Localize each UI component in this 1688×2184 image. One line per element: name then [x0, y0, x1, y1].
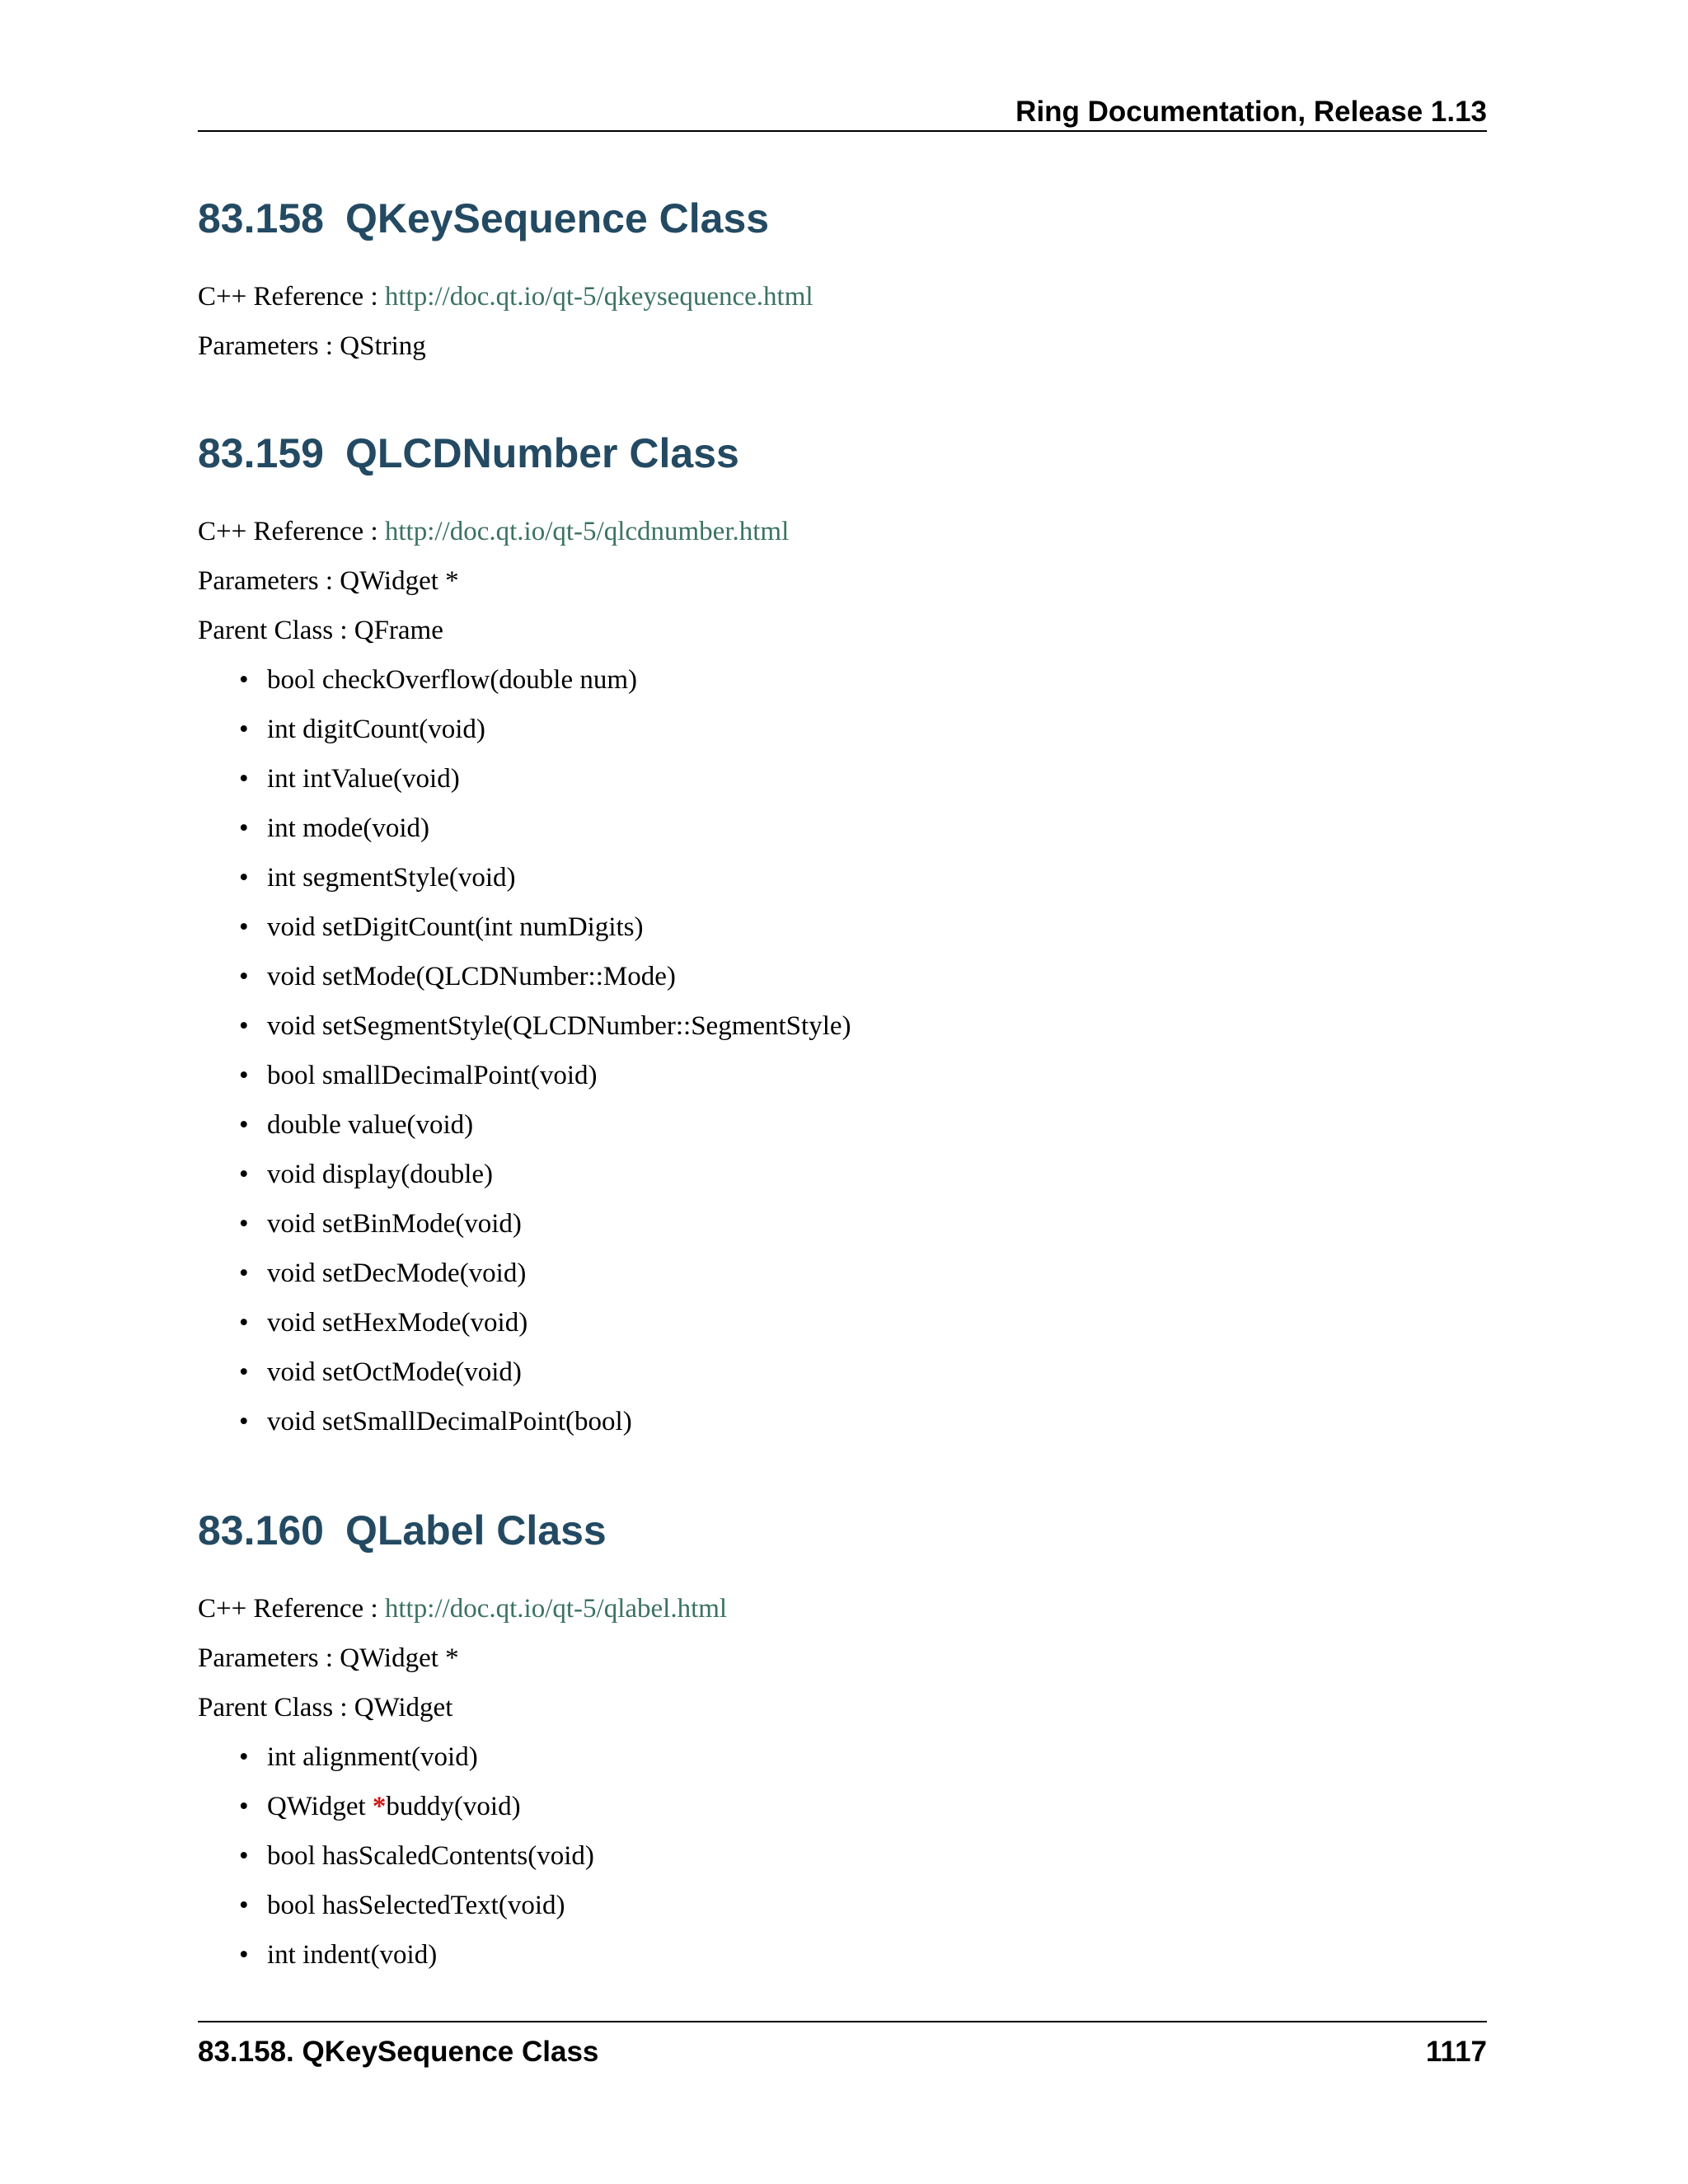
method-item: • void display(double) [239, 1160, 494, 1189]
parameters: Parameters : QString [198, 331, 426, 361]
method-item: • int mode(void) [239, 813, 430, 843]
method-item: • bool smallDecimalPoint(void) [239, 1061, 598, 1090]
section-heading [198, 190, 1487, 247]
parameters: Parameters : QWidget * [198, 566, 459, 596]
page-number: 1117 [1426, 2036, 1487, 2068]
bullet-icon: • [239, 1011, 249, 1041]
bullet-icon: • [239, 1357, 249, 1387]
page-header [198, 91, 1487, 132]
bullet-icon: • [239, 863, 249, 893]
method-item: • void setSmallDecimalPoint(bool) [239, 1407, 632, 1436]
method-item: • void setMode(QLCDNumber::Mode) [239, 962, 676, 991]
bullet-icon: • [239, 813, 249, 843]
method-item: • double value(void) [239, 1110, 474, 1140]
bullet-icon: • [239, 1308, 249, 1338]
method-item: • void setOctMode(void) [239, 1357, 522, 1387]
bullet-icon: • [239, 912, 249, 942]
reference-link[interactable]: http://doc.qt.io/qt-5/qlabel.html [384, 1594, 728, 1624]
bullet-icon: • [239, 1792, 249, 1821]
reference-link[interactable]: http://doc.qt.io/qt-5/qkeysequence.html [384, 282, 814, 312]
method-list [198, 1741, 1487, 1988]
method-item: • void setSegmentStyle(QLCDNumber::SegmentStyle) [239, 1011, 851, 1041]
page-footer [198, 2021, 1487, 2072]
method-item: • void setDigitCount(int numDigits) [239, 912, 644, 942]
footer-section-ref: 83.158. QKeySequence Class [198, 2036, 599, 2068]
reference-link[interactable]: http://doc.qt.io/qt-5/qlcdnumber.html [384, 517, 790, 546]
parent-class: Parent Class : QFrame [198, 616, 443, 645]
section-title: QLabel Class [345, 1507, 607, 1554]
bullet-icon: • [239, 1160, 249, 1189]
method-item: • int digitCount(void) [239, 715, 485, 744]
method-item: • int alignment(void) [239, 1742, 478, 1772]
bullet-icon: • [239, 1891, 249, 1920]
bullet-icon: • [239, 1061, 249, 1090]
cpp-reference [198, 515, 1487, 565]
pointer-star: * [372, 1792, 387, 1821]
method-item: • int indent(void) [239, 1940, 438, 1970]
bullet-icon: • [239, 1407, 249, 1436]
section-qlabel [198, 1502, 1487, 1988]
method-item: • bool checkOverflow(double num) [239, 665, 638, 695]
bullet-icon: • [239, 1841, 249, 1871]
reference-label: C++ Reference : [198, 517, 385, 546]
section-number: 83.159 [198, 430, 324, 476]
bullet-icon: • [239, 764, 249, 794]
section-heading [198, 424, 1487, 482]
method-list [198, 663, 1487, 1455]
section-number: 83.160 [198, 1507, 324, 1554]
section-number: 83.158 [198, 195, 324, 241]
reference-label: C++ Reference : [198, 1594, 385, 1624]
method-item: • int intValue(void) [239, 764, 460, 794]
bullet-icon: • [239, 665, 249, 695]
bullet-icon: • [239, 715, 249, 744]
bullet-icon: • [239, 1209, 249, 1239]
section-heading [198, 1502, 1487, 1559]
document-title: Ring Documentation, Release 1.13 [1015, 96, 1487, 128]
cpp-reference [198, 1592, 1487, 1642]
cpp-reference [198, 280, 1487, 330]
section-qkeysequence [198, 190, 1487, 379]
bullet-icon: • [239, 962, 249, 991]
section-title: QKeySequence Class [345, 195, 770, 241]
method-item: • bool hasScaledContents(void) [239, 1841, 594, 1871]
section-title: QLCDNumber Class [345, 430, 739, 476]
method-item: • void setHexMode(void) [239, 1308, 528, 1338]
parameters: Parameters : QWidget * [198, 1643, 459, 1673]
bullet-icon: • [239, 1742, 249, 1772]
method-item: • void setBinMode(void) [239, 1209, 522, 1239]
bullet-icon: • [239, 1940, 249, 1970]
method-item: • QWidget *buddy(void) [239, 1792, 521, 1821]
method-item: • void setDecMode(void) [239, 1258, 527, 1288]
parent-class: Parent Class : QWidget [198, 1693, 453, 1722]
method-item: • int segmentStyle(void) [239, 863, 516, 893]
section-qlcdnumber [198, 424, 1487, 1455]
bullet-icon: • [239, 1110, 249, 1140]
reference-label: C++ Reference : [198, 282, 385, 312]
method-item: • bool hasSelectedText(void) [239, 1891, 565, 1920]
bullet-icon: • [239, 1258, 249, 1288]
